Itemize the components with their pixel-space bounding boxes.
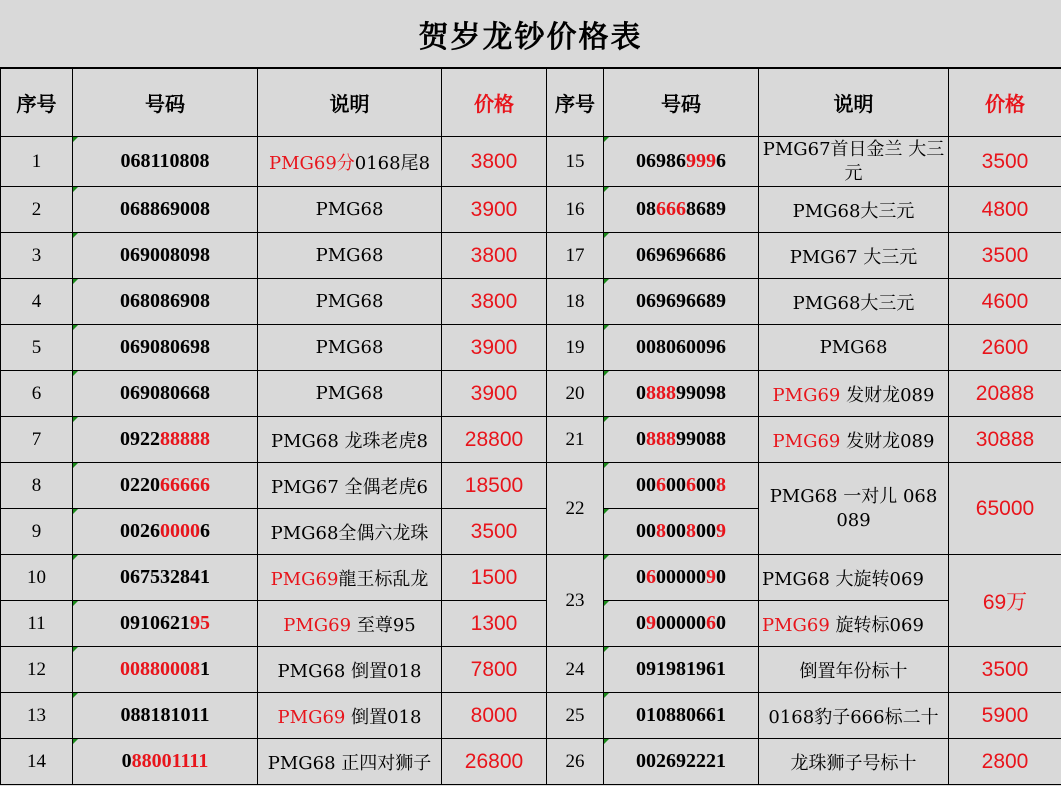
header-price-left: 价格 bbox=[442, 69, 547, 137]
number-cell bbox=[73, 371, 258, 417]
desc-cell bbox=[759, 647, 949, 693]
seq-cell: 12 bbox=[1, 647, 73, 693]
header-desc-right: 说明 bbox=[759, 69, 949, 137]
text-segment: 091981961 bbox=[636, 658, 726, 680]
text-segment: 00 bbox=[696, 474, 716, 496]
price-cell: 3500 bbox=[949, 233, 1061, 279]
number-cell bbox=[604, 601, 759, 647]
text-segment: 99088 bbox=[676, 428, 726, 450]
text-segment: PMG68 bbox=[315, 245, 384, 266]
text-segment: 00 bbox=[666, 520, 686, 542]
price-cell: 3500 bbox=[442, 509, 547, 555]
desc-cell bbox=[759, 693, 949, 739]
seq-cell: 16 bbox=[547, 187, 604, 233]
highlight-text: 6 bbox=[646, 566, 656, 588]
desc-cell bbox=[759, 555, 949, 601]
seq-cell: 21 bbox=[547, 417, 604, 463]
highlight-text: 95 bbox=[190, 612, 210, 634]
price-cell: 2800 bbox=[949, 739, 1061, 785]
number-cell bbox=[604, 279, 759, 325]
price-cell: 3900 bbox=[442, 371, 547, 417]
desc-cell bbox=[759, 417, 949, 463]
text-segment: 068869008 bbox=[120, 198, 210, 220]
header-row bbox=[1, 69, 1061, 137]
highlight-text: 00880008 bbox=[120, 658, 200, 680]
price-table bbox=[0, 68, 1061, 785]
highlight-text: 8 bbox=[686, 520, 696, 542]
text-segment: 倒置年份标十 bbox=[799, 660, 908, 682]
text-segment: 010880661 bbox=[636, 704, 726, 726]
price-cell: 8000 bbox=[442, 693, 547, 739]
table-row bbox=[1, 647, 1061, 693]
number-cell bbox=[73, 279, 258, 325]
desc-cell bbox=[258, 509, 442, 555]
desc-cell bbox=[258, 137, 442, 187]
highlight-text: PMG69 bbox=[283, 614, 352, 636]
highlight-text: 666 bbox=[656, 198, 686, 220]
table-row bbox=[1, 555, 1061, 601]
highlight-text: 8 bbox=[716, 474, 726, 496]
text-segment: PMG68大三元 bbox=[792, 200, 915, 222]
highlight-text: 8 bbox=[656, 520, 666, 542]
price-cell: 3500 bbox=[949, 647, 1061, 693]
number-cell bbox=[604, 371, 759, 417]
seq-cell: 22 bbox=[547, 463, 604, 555]
text-segment: 00000 bbox=[656, 612, 706, 634]
price-cell: 4600 bbox=[949, 279, 1061, 325]
number-cell bbox=[604, 739, 759, 785]
highlight-text: 9 bbox=[716, 520, 726, 542]
desc-cell bbox=[759, 371, 949, 417]
text-segment: 0 bbox=[716, 612, 726, 634]
number-cell bbox=[73, 463, 258, 509]
price-cell: 20888 bbox=[949, 371, 1061, 417]
text-segment: PMG68全偶六龙珠 bbox=[270, 522, 429, 544]
text-segment: PMG67 全偶老虎6 bbox=[271, 476, 428, 498]
text-segment: PMG68 bbox=[819, 337, 888, 358]
highlight-text: PMG69 bbox=[772, 384, 841, 406]
table-row bbox=[1, 325, 1061, 371]
text-segment: 8689 bbox=[686, 198, 726, 220]
desc-cell bbox=[258, 325, 442, 371]
highlight-text: 6 bbox=[706, 612, 716, 634]
text-segment: 06986 bbox=[636, 150, 686, 172]
seq-cell: 18 bbox=[547, 279, 604, 325]
text-segment: PMG68 一对儿 068 089 bbox=[769, 485, 938, 531]
number-cell bbox=[604, 233, 759, 279]
price-cell: 18500 bbox=[442, 463, 547, 509]
price-cell: 3900 bbox=[442, 187, 547, 233]
number-cell bbox=[604, 693, 759, 739]
number-cell bbox=[73, 647, 258, 693]
table-row bbox=[1, 233, 1061, 279]
highlight-text: 9 bbox=[706, 566, 716, 588]
seq-cell: 11 bbox=[1, 601, 73, 647]
desc-cell bbox=[258, 463, 442, 509]
text-segment: PMG68 bbox=[315, 337, 384, 358]
price-cell: 3900 bbox=[442, 325, 547, 371]
number-cell bbox=[73, 417, 258, 463]
desc-cell bbox=[258, 555, 442, 601]
seq-cell: 19 bbox=[547, 325, 604, 371]
highlight-text: 6 bbox=[656, 474, 666, 496]
highlight-text: 888 bbox=[646, 382, 676, 404]
text-segment: 0 bbox=[716, 566, 726, 588]
text-segment: PMG68 bbox=[315, 291, 384, 312]
price-cell: 69万 bbox=[949, 555, 1061, 647]
seq-cell: 2 bbox=[1, 187, 73, 233]
seq-cell: 3 bbox=[1, 233, 73, 279]
number-cell bbox=[73, 137, 258, 187]
price-cell: 3800 bbox=[442, 233, 547, 279]
highlight-text: PMG69 bbox=[270, 568, 339, 590]
number-cell bbox=[604, 187, 759, 233]
text-segment: 069080698 bbox=[120, 336, 210, 358]
text-segment: 00 bbox=[696, 520, 716, 542]
seq-cell: 9 bbox=[1, 509, 73, 555]
price-cell: 1300 bbox=[442, 601, 547, 647]
seq-cell: 13 bbox=[1, 693, 73, 739]
text-segment: 002692221 bbox=[636, 750, 726, 772]
desc-cell bbox=[258, 417, 442, 463]
number-cell bbox=[604, 325, 759, 371]
seq-cell: 5 bbox=[1, 325, 73, 371]
text-segment: 00 bbox=[636, 474, 656, 496]
text-segment: 068086908 bbox=[120, 290, 210, 312]
number-cell bbox=[73, 555, 258, 601]
text-segment: 0168尾8 bbox=[354, 152, 431, 174]
header-seq-left: 序号 bbox=[1, 69, 73, 137]
text-segment: 069080668 bbox=[120, 382, 210, 404]
number-cell bbox=[73, 739, 258, 785]
number-cell bbox=[604, 463, 759, 509]
text-segment: 发财龙089 bbox=[840, 384, 935, 406]
price-cell: 7800 bbox=[442, 647, 547, 693]
text-segment: PMG67 大三元 bbox=[789, 246, 918, 268]
seq-cell: 17 bbox=[547, 233, 604, 279]
text-segment: 龍王标乱龙 bbox=[338, 568, 429, 590]
text-segment: 088181011 bbox=[120, 704, 210, 726]
text-segment: 0 bbox=[636, 612, 646, 634]
highlight-text: 0000 bbox=[160, 520, 200, 542]
text-segment: 至尊95 bbox=[351, 614, 416, 636]
table-row bbox=[1, 693, 1061, 739]
highlight-text: PMG69 bbox=[762, 614, 830, 636]
text-segment: 0 bbox=[636, 566, 646, 588]
text-segment: 00 bbox=[666, 474, 686, 496]
text-segment: 0168豹子666标二十 bbox=[768, 706, 939, 728]
desc-cell bbox=[759, 601, 949, 647]
seq-cell: 23 bbox=[547, 555, 604, 647]
number-cell bbox=[73, 509, 258, 555]
table-row bbox=[1, 601, 1061, 647]
table-row bbox=[1, 279, 1061, 325]
text-segment: 0 bbox=[121, 750, 132, 772]
text-segment: PMG68 龙珠老虎8 bbox=[271, 430, 428, 452]
number-cell bbox=[73, 233, 258, 279]
text-segment: PMG68 bbox=[315, 383, 384, 404]
text-segment: 067532841 bbox=[120, 566, 210, 588]
seq-cell: 15 bbox=[547, 137, 604, 187]
desc-cell bbox=[258, 693, 442, 739]
text-segment: 99098 bbox=[676, 382, 726, 404]
desc-cell bbox=[759, 279, 949, 325]
seq-cell: 4 bbox=[1, 279, 73, 325]
text-segment: 龙珠狮子号标十 bbox=[790, 752, 917, 774]
price-cell: 4800 bbox=[949, 187, 1061, 233]
highlight-text: PMG69 bbox=[772, 430, 841, 452]
seq-cell: 1 bbox=[1, 137, 73, 187]
text-segment: PMG68 大旋转069 bbox=[762, 568, 924, 590]
price-cell: 3500 bbox=[949, 137, 1061, 187]
price-cell: 30888 bbox=[949, 417, 1061, 463]
number-cell bbox=[604, 509, 759, 555]
number-cell bbox=[73, 187, 258, 233]
text-segment: 1 bbox=[200, 658, 210, 680]
header-seq-right: 序号 bbox=[547, 69, 604, 137]
header-price-right: 价格 bbox=[949, 69, 1061, 137]
highlight-text: 88888 bbox=[160, 428, 210, 450]
seq-cell: 20 bbox=[547, 371, 604, 417]
price-cell: 2600 bbox=[949, 325, 1061, 371]
text-segment: PMG68 bbox=[315, 199, 384, 220]
desc-cell bbox=[759, 325, 949, 371]
seq-cell: 24 bbox=[547, 647, 604, 693]
text-segment: 069008098 bbox=[120, 244, 210, 266]
sheet-title: 贺岁龙钞价格表 bbox=[0, 0, 1061, 68]
table-row bbox=[1, 739, 1061, 785]
text-segment: PMG68 倒置018 bbox=[277, 660, 422, 682]
desc-cell bbox=[258, 187, 442, 233]
text-segment: PMG68 正四对狮子 bbox=[267, 752, 432, 774]
price-cell: 28800 bbox=[442, 417, 547, 463]
text-segment: 0922 bbox=[120, 428, 160, 450]
text-segment: 0220 bbox=[120, 474, 160, 496]
text-segment: 0910621 bbox=[120, 612, 190, 634]
seq-cell: 8 bbox=[1, 463, 73, 509]
text-segment: 旋转标069 bbox=[829, 614, 924, 636]
price-cell: 1500 bbox=[442, 555, 547, 601]
text-segment: 008060096 bbox=[636, 336, 726, 358]
desc-cell bbox=[258, 739, 442, 785]
seq-cell: 25 bbox=[547, 693, 604, 739]
text-segment: 069696686 bbox=[636, 244, 726, 266]
price-cell: 5900 bbox=[949, 693, 1061, 739]
desc-cell bbox=[759, 233, 949, 279]
highlight-text: PMG69分 bbox=[268, 152, 355, 174]
text-segment: PMG68大三元 bbox=[792, 292, 915, 314]
highlight-text: 88001111 bbox=[131, 750, 209, 772]
table-row bbox=[1, 137, 1061, 187]
price-cell: 65000 bbox=[949, 463, 1061, 555]
number-cell bbox=[73, 693, 258, 739]
seq-cell: 14 bbox=[1, 739, 73, 785]
text-segment: PMG67首日金兰 大三元 bbox=[762, 138, 945, 184]
highlight-text: 66666 bbox=[160, 474, 210, 496]
table-row bbox=[1, 371, 1061, 417]
table-row bbox=[1, 187, 1061, 233]
number-cell bbox=[73, 325, 258, 371]
header-number-left: 号码 bbox=[73, 69, 258, 137]
header-number-right: 号码 bbox=[604, 69, 759, 137]
text-segment: 6 bbox=[716, 150, 726, 172]
text-segment: 倒置018 bbox=[345, 706, 422, 728]
desc-cell bbox=[258, 647, 442, 693]
desc-cell bbox=[759, 187, 949, 233]
number-cell bbox=[604, 417, 759, 463]
highlight-text: 888 bbox=[646, 428, 676, 450]
desc-cell bbox=[258, 279, 442, 325]
text-segment: 6 bbox=[200, 520, 210, 542]
desc-cell bbox=[258, 371, 442, 417]
seq-cell: 7 bbox=[1, 417, 73, 463]
text-segment: 00 bbox=[636, 520, 656, 542]
highlight-text: PMG69 bbox=[277, 706, 346, 728]
desc-cell bbox=[258, 601, 442, 647]
highlight-text: 999 bbox=[686, 150, 716, 172]
desc-cell bbox=[759, 137, 949, 187]
seq-cell: 26 bbox=[547, 739, 604, 785]
number-cell bbox=[604, 137, 759, 187]
table-row bbox=[1, 463, 1061, 509]
text-segment: 0 bbox=[636, 382, 646, 404]
price-cell: 26800 bbox=[442, 739, 547, 785]
price-cell: 3800 bbox=[442, 137, 547, 187]
price-cell: 3800 bbox=[442, 279, 547, 325]
number-cell bbox=[604, 555, 759, 601]
text-segment: 069696689 bbox=[636, 290, 726, 312]
seq-cell: 6 bbox=[1, 371, 73, 417]
text-segment: 0 bbox=[636, 428, 646, 450]
text-segment: 发财龙089 bbox=[840, 430, 935, 452]
text-segment: 00000 bbox=[656, 566, 706, 588]
table-row bbox=[1, 417, 1061, 463]
number-cell bbox=[73, 601, 258, 647]
text-segment: 068110808 bbox=[120, 150, 210, 172]
desc-cell bbox=[759, 739, 949, 785]
text-segment: 08 bbox=[636, 198, 656, 220]
desc-cell bbox=[258, 233, 442, 279]
number-cell bbox=[604, 647, 759, 693]
text-segment: 0026 bbox=[120, 520, 160, 542]
header-desc-left: 说明 bbox=[258, 69, 442, 137]
desc-cell bbox=[759, 463, 949, 555]
seq-cell: 10 bbox=[1, 555, 73, 601]
highlight-text: 9 bbox=[646, 612, 656, 634]
highlight-text: 6 bbox=[686, 474, 696, 496]
